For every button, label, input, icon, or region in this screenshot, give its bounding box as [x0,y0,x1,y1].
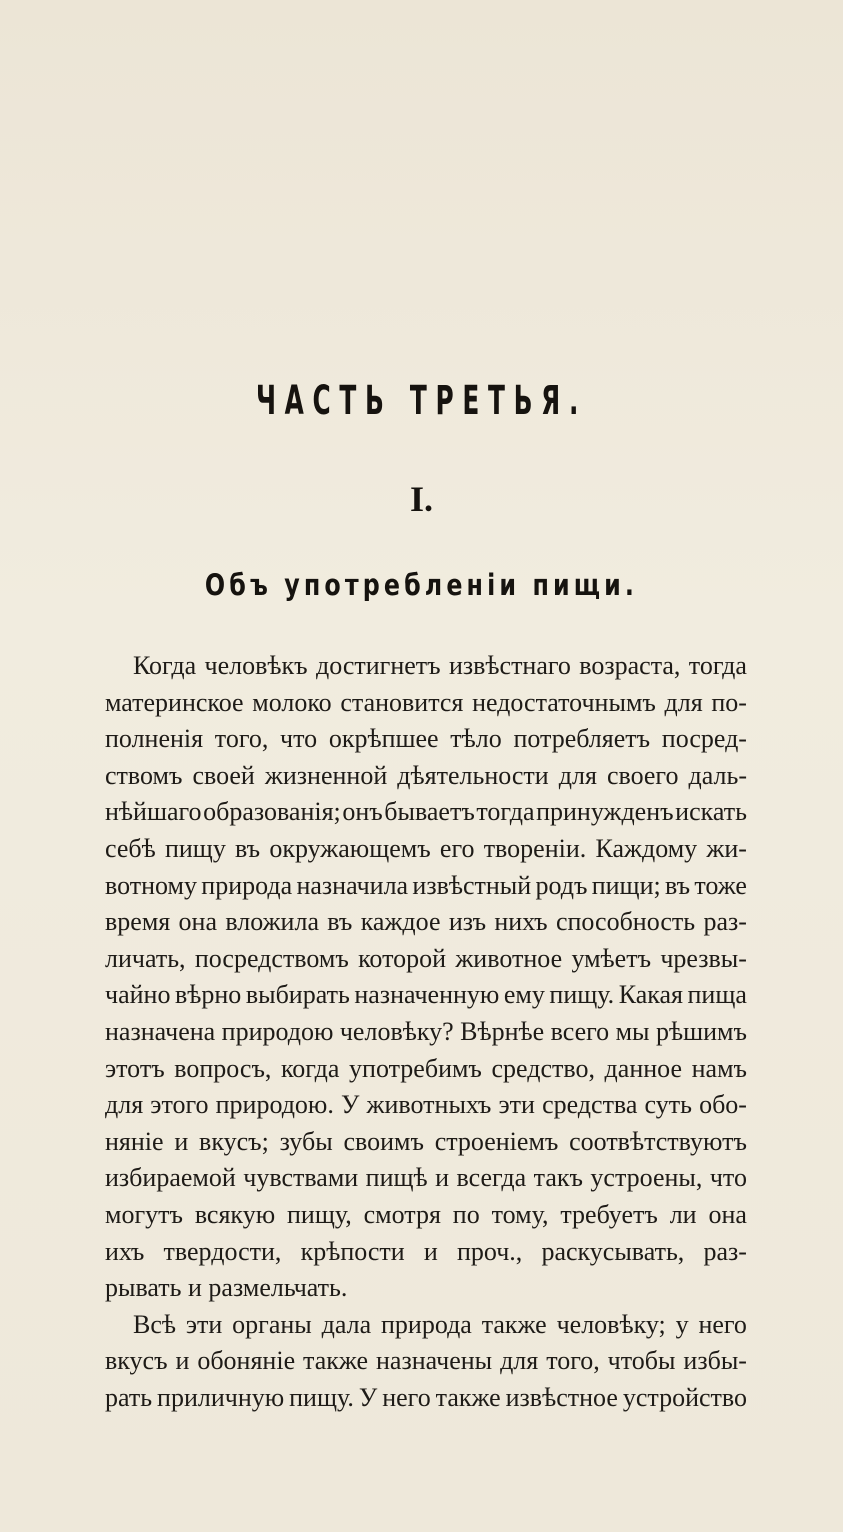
body-text [105,648,747,1416]
text-line: ихъ твердости, крѣпости и проч., раскусывать, раз- [105,1236,747,1266]
text-line: рать приличную пищу. У него также извѣстное устройство [105,1382,747,1412]
text-line: Всѣ эти органы дала природа также человѣку; у него [133,1309,747,1339]
text-line: нѣйшаго образованія; онъ бываетъ тогда принужденъ искать [105,797,747,827]
text-line: полненія того, что окрѣпшее тѣло потребляетъ посред- [105,724,747,754]
text-line: избираемой чувствами пищѣ и всегда такъ устроены, что [105,1163,747,1193]
text-line: Когда человѣкъ достигнетъ извѣстнаго возраста, тогда [133,651,747,680]
text-line: назначена природою человѣку? Вѣрнѣе всего мы рѣшимъ [105,1016,747,1046]
text-line: материнское молоко становится недостаточнымъ для по- [105,687,747,717]
text-line: вотному природа назначила извѣстный родъ пищи; въ тоже [105,870,747,900]
section-title: Объ употребленіи пищи. [204,568,639,602]
section-number: I. [409,479,433,519]
text-line: для этого природою. У животныхъ эти средства суть обо- [105,1090,747,1120]
text-line: ствомъ своей жизненной дѣятельности для своего даль- [105,760,747,790]
text-line: рывать и размельчать. [105,1273,348,1303]
text-line: себѣ пищу въ окружающемъ его твореніи. Каждому жи- [105,833,747,863]
text-line: могутъ всякую пищу, смотря по тому, требуетъ ли она [105,1199,747,1229]
text-line: чайно вѣрно выбирать назначенную ему пищу. Какая пища [105,980,747,1010]
text-line: время она вложила въ каждое изъ нихъ способность раз- [105,907,747,937]
part-title: ЧАСТЬ ТРЕТЬЯ. [255,378,588,424]
text-line: этотъ вопросъ, когда употребимъ средство, данное намъ [105,1053,747,1083]
text-line: личать, посредствомъ которой животное умѣетъ чрезвы- [105,943,747,973]
text-line: нянiе и вкусъ; зубы своимъ строенiемъ соотвѣтствуютъ [105,1126,747,1156]
text-line: вкусъ и обонянiе также назначены для того, чтобы избы- [105,1346,747,1376]
